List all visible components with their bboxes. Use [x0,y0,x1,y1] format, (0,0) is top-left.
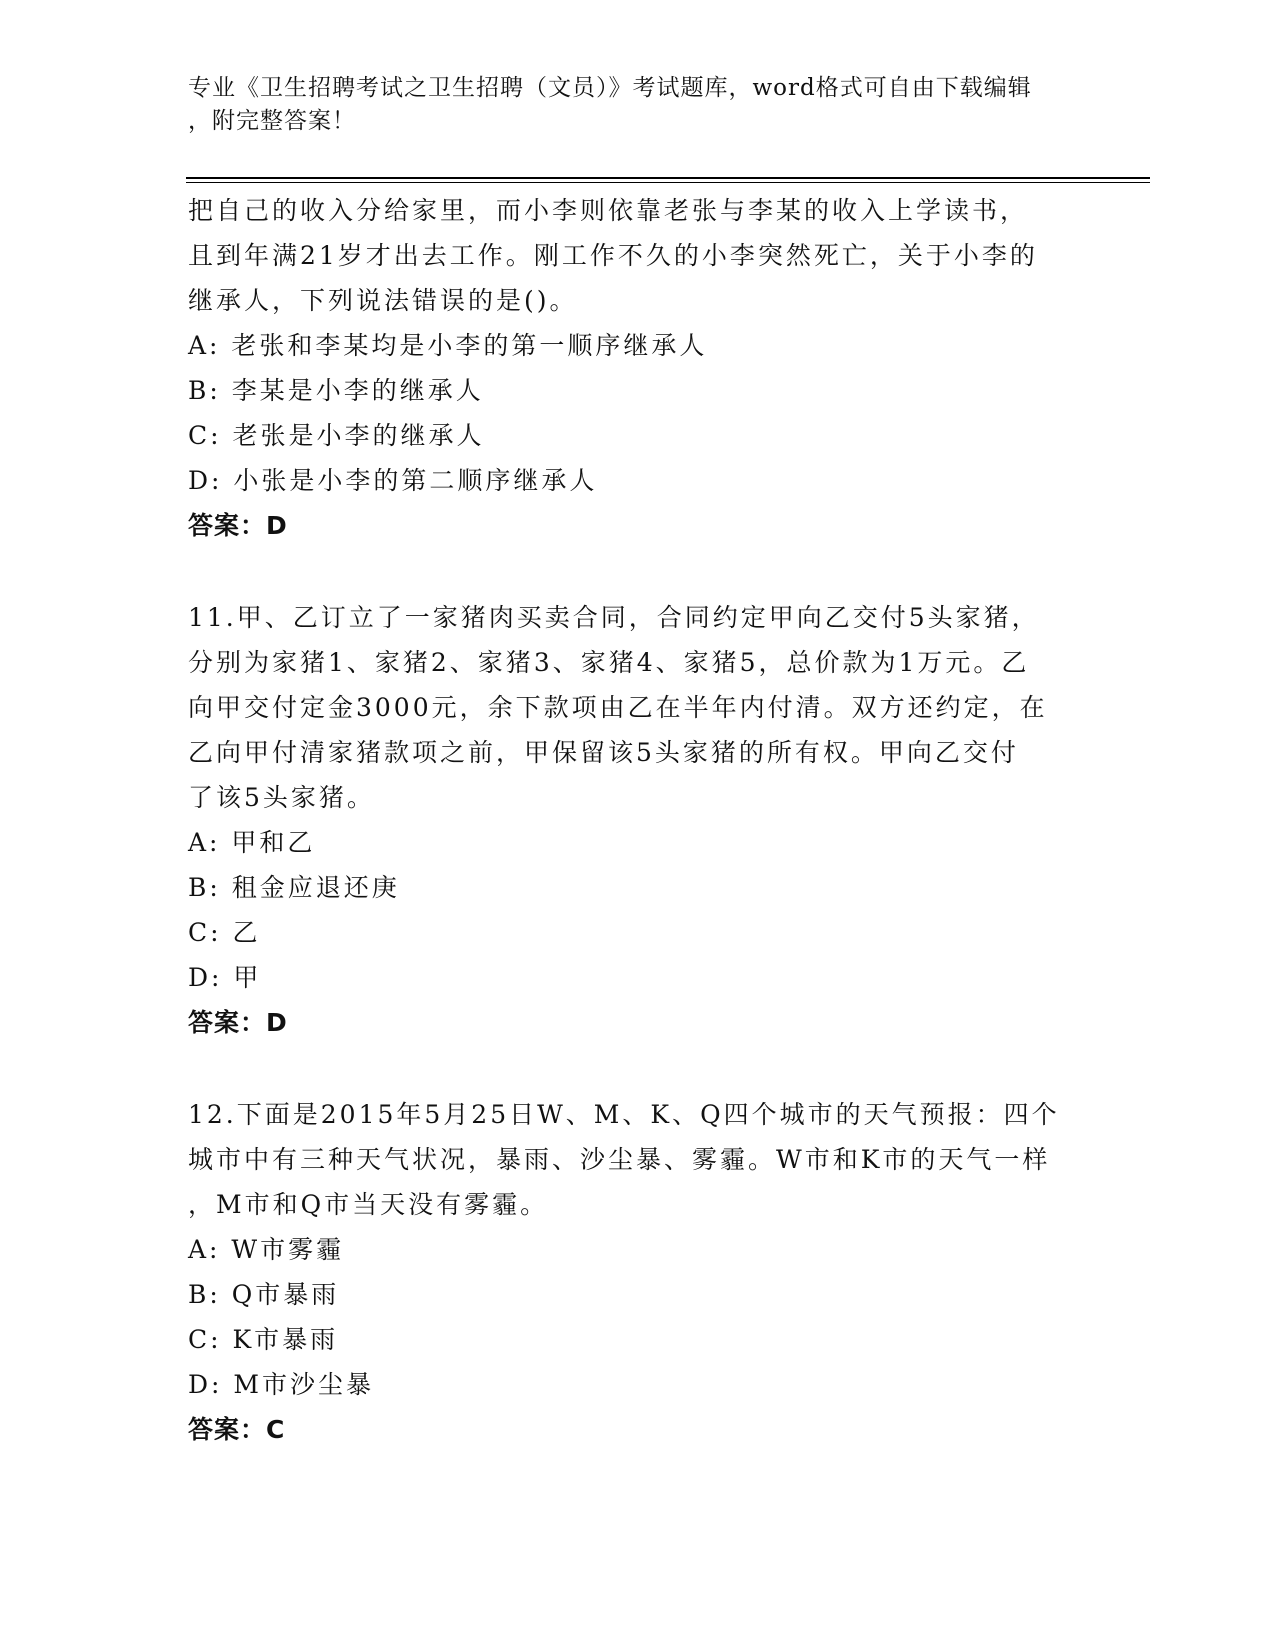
option-d: D: 小张是小李的第二顺序继承人 [188,466,598,495]
question-text-line: 城市中有三种天气状况，暴雨、沙尘暴、雾霾。W市和K市的天气一样 [188,1145,1051,1174]
option-b: B: 租金应退还庚 [188,873,400,902]
header-title-line-2: ，附完整答案！ [188,108,356,134]
question-text-line: ，M市和Q市当天没有雾霾。 [188,1190,549,1219]
option-a: A: 老张和李某均是小李的第一顺序继承人 [188,331,708,360]
header-divider [186,177,1150,183]
option-d: D: M市沙尘暴 [188,1370,375,1399]
question-text-line: 了该5头家猪。 [188,783,375,812]
option-c: C: 老张是小李的继承人 [188,421,485,450]
question-text-line: 12.下面是2015年5月25日W、M、K、Q四个城市的天气预报：四个 [188,1100,1060,1129]
option-c: C: 乙 [188,918,261,947]
option-c: C: K市暴雨 [188,1325,339,1354]
option-d: D: 甲 [188,963,262,992]
answer-label: 答案：D [188,511,288,540]
question-text-line: 11.甲、乙订立了一家猪肉买卖合同，合同约定甲向乙交付5头家猪， [188,603,1040,632]
answer-label: 答案：D [188,1008,288,1037]
question-text-line: 把自己的收入分给家里，而小李则依靠老张与李某的收入上学读书， [188,196,1029,225]
question-11 [188,595,1088,1045]
option-b: B: Q市暴雨 [188,1280,340,1309]
question-text-line: 乙向甲付清家猪款项之前，甲保留该5头家猪的所有权。甲向乙交付 [188,738,1019,767]
question-text-line: 且到年满21岁才出去工作。刚工作不久的小李突然死亡，关于小李的 [188,241,1038,270]
answer-label: 答案：C [188,1415,286,1444]
option-a: A: 甲和乙 [188,828,316,857]
question-text-line: 继承人，下列说法错误的是()。 [188,286,578,315]
question-12 [188,1092,1088,1452]
question-10 [188,188,1088,548]
question-list [188,188,1088,1452]
option-b: B: 李某是小李的继承人 [188,376,484,405]
question-text-line: 向甲交付定金3000元，余下款项由乙在半年内付清。双方还约定，在 [188,693,1048,722]
option-a: A: W市雾霾 [188,1235,345,1264]
document-header [188,72,1088,138]
question-text-line: 分别为家猪1、家猪2、家猪3、家猪4、家猪5，总价款为1万元。乙 [188,648,1030,677]
header-title-line-1: 专业《卫生招聘考试之卫生招聘（文员）》考试题库，word格式可自由下载编辑 [188,75,1032,101]
